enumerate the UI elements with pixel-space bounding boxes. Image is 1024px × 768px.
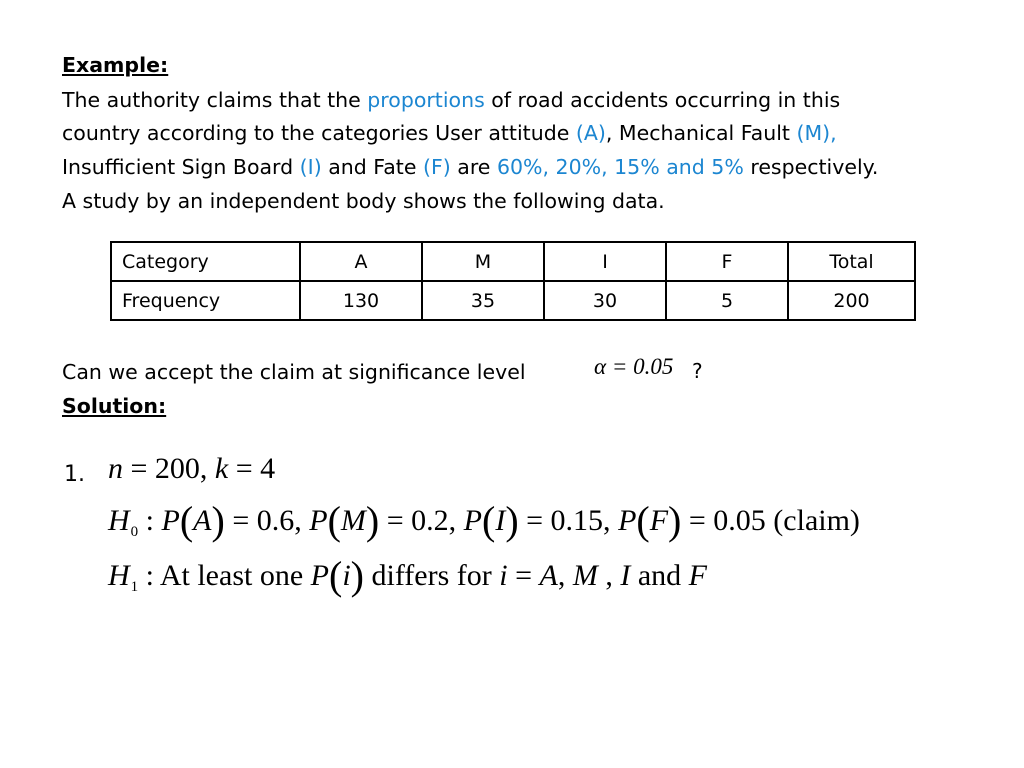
math-var: i	[499, 559, 508, 592]
text: are	[450, 155, 497, 179]
highlight-i: (I)	[299, 155, 322, 179]
text: The authority claims that the	[62, 88, 368, 112]
solution-heading: Solution:	[62, 394, 167, 418]
text: of road accidents occurring in this	[484, 88, 841, 112]
text: country according to the categories User attitude	[62, 121, 576, 145]
math-var: P	[618, 504, 637, 537]
text: Insufficient Sign Board	[62, 155, 300, 179]
paragraph-line-1	[62, 88, 840, 112]
paren: )	[365, 498, 380, 543]
math-var: I	[620, 559, 631, 592]
paren: (	[481, 498, 496, 543]
math-text: and	[630, 559, 689, 592]
table-cell: F	[666, 242, 788, 281]
math-var: A	[193, 504, 212, 537]
math-subscript: 1	[130, 579, 139, 595]
table-cell: Total	[788, 242, 915, 281]
math-var: k	[214, 452, 229, 485]
math-text: = 0.6,	[224, 504, 310, 537]
table-header-row	[111, 242, 915, 281]
step-number: 1.	[64, 462, 85, 487]
highlight-m: (M),	[796, 121, 837, 145]
paren: )	[211, 498, 225, 543]
paragraph-line-3	[62, 155, 878, 179]
paren: (	[327, 498, 341, 543]
table-cell: 130	[300, 281, 422, 320]
math-text: differs for	[363, 559, 500, 592]
math-text: = 200,	[123, 452, 215, 485]
paren: )	[668, 498, 682, 543]
math-var: P	[161, 504, 180, 537]
math-var: P	[463, 504, 482, 537]
alpha-equation: α = 0.05	[594, 354, 674, 379]
example-heading: Example:	[62, 53, 169, 77]
text: and Fate	[321, 155, 423, 179]
math-var: i	[342, 559, 351, 592]
paren: )	[505, 498, 519, 543]
table-cell: Frequency	[111, 281, 300, 320]
paren: )	[350, 553, 364, 598]
math-var: M	[572, 559, 598, 592]
math-var: F	[649, 504, 669, 537]
data-table	[110, 241, 916, 321]
highlight-a: (A)	[575, 121, 606, 145]
table-cell: 200	[788, 281, 915, 320]
claim-label: (claim)	[773, 504, 860, 537]
table-row	[111, 281, 915, 320]
table-cell: Category	[111, 242, 300, 281]
math-var: P	[309, 504, 328, 537]
paren: (	[179, 498, 194, 543]
paren: (	[328, 553, 343, 598]
table-cell: 35	[422, 281, 544, 320]
table-cell: A	[300, 242, 422, 281]
math-line-1	[108, 452, 275, 486]
table-cell: 5	[666, 281, 788, 320]
math-text: : At least one	[138, 559, 311, 592]
highlight-percentages: 60%, 20%, 15% and 5%	[496, 155, 744, 179]
table-cell: 30	[544, 281, 666, 320]
math-var: H	[108, 504, 130, 537]
math-var: F	[688, 559, 707, 592]
math-text: = 0.05	[681, 504, 774, 537]
table-cell: M	[422, 242, 544, 281]
null-hypothesis	[108, 498, 860, 543]
highlight-proportions: proportions	[367, 88, 485, 112]
math-var: A	[539, 559, 558, 592]
paragraph-line-4: A study by an independent body shows the following data.	[62, 189, 665, 213]
math-var: n	[108, 452, 123, 485]
math-text: = 0.15,	[518, 504, 619, 537]
alternative-hypothesis	[108, 553, 707, 598]
question-text: Can we accept the claim at significance level	[62, 360, 526, 384]
math-subscript: 0	[130, 524, 139, 540]
math-text: =	[507, 559, 540, 592]
table-cell: I	[544, 242, 666, 281]
text: , Mechanical Fault	[605, 121, 797, 145]
math-var: H	[108, 559, 130, 592]
highlight-f: (F)	[422, 155, 451, 179]
math-var: I	[495, 504, 506, 537]
question-mark: ?	[692, 359, 703, 383]
math-text: = 4	[228, 452, 276, 485]
math-text: ,	[597, 559, 621, 592]
math-text: ,	[557, 559, 573, 592]
math-text: :	[138, 504, 162, 537]
paragraph-line-2	[62, 121, 837, 145]
math-var: P	[310, 559, 329, 592]
math-var: M	[340, 504, 366, 537]
text: respectively.	[743, 155, 879, 179]
paren: (	[636, 498, 650, 543]
math-text: = 0.2,	[379, 504, 464, 537]
